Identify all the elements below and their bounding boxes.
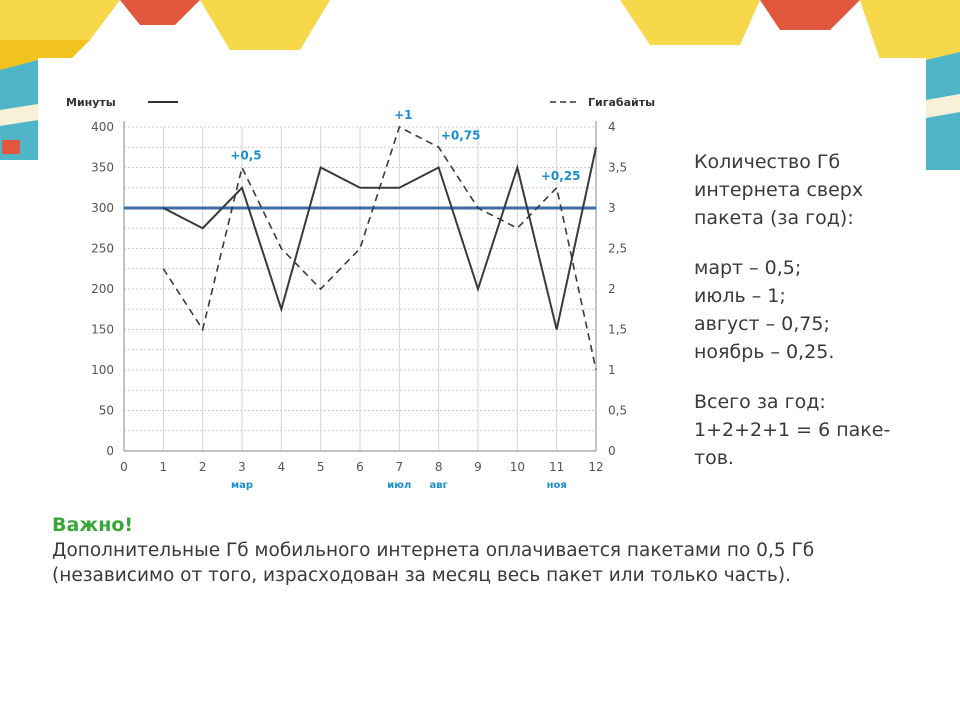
side-note-total-line: тов. [694,447,734,469]
annotation-label: +0,25 [540,168,581,183]
important-title: Важно! [52,514,134,536]
y-left-tick-label: 0 [106,444,114,458]
x-month-label: авг [429,480,448,491]
x-tick-label: 4 [277,460,286,474]
y-left-tick-label: 50 [98,403,114,418]
y-right-tick-label: 2,5 [608,241,628,256]
side-note-heading-line: Количество Гб [694,151,841,173]
series-line-minutes [163,147,596,329]
y-left-tick-label: 350 [91,160,114,175]
x-tick-label: 11 [549,460,565,474]
side-note-heading-line: пакета (за год): [694,207,854,229]
y-right-tick-label: 0 [608,444,616,458]
book-right-top [620,0,960,60]
y-right-tick-label: 4 [608,120,616,134]
x-tick-label: 6 [356,460,364,474]
important-note [52,514,932,588]
y-left-tick-label: 400 [91,120,114,134]
x-tick-label: 12 [588,460,604,474]
side-note-total [694,388,934,472]
x-tick-label: 8 [434,460,443,474]
x-month-label: ноя [546,480,567,491]
x-tick-label: 9 [474,460,482,474]
y-right-tick-label: 1 [608,363,616,377]
side-note-month-line: март – 0,5; [694,257,802,279]
side-note [694,148,934,494]
y-left-tick-label: 250 [91,241,114,256]
y-right-tick-label: 3 [608,201,616,215]
x-tick-label: 7 [395,460,404,474]
side-note-heading-line: интернета сверх [694,179,864,201]
x-tick-label: 1 [159,460,168,474]
y-left-tick-label: 150 [91,322,114,337]
x-month-label: мар [230,480,254,491]
x-tick-label: 10 [509,460,525,474]
x-month-label: июл [387,480,412,491]
side-note-month-line: август – 0,75; [694,313,830,335]
x-tick-label: 3 [238,460,246,474]
important-text-line: (независимо от того, израсходован за месяц весь пакет или только часть). [52,565,791,586]
x-tick-label: 0 [120,460,128,474]
bookmark-left [2,140,20,154]
y-right-tick-label: 2 [608,282,616,296]
book-left-red [120,0,330,50]
annotation-label: +1 [394,108,413,122]
side-note-heading [694,148,934,232]
important-text-line: Дополнительные Гб мобильного интернета оплачивается пакетами по 0,5 Гб [52,540,815,561]
side-note-months [694,254,934,366]
y-right-tick-label: 3,5 [608,160,628,175]
x-tick-label: 5 [316,460,325,474]
y-left-tick-label: 200 [91,282,114,296]
annotation-label: +0,75 [440,128,481,143]
side-note-total-line: Всего за год: [694,391,826,413]
side-note-total-line: 1+2+2+1 = 6 паке- [694,419,891,441]
y-right-tick-label: 0,5 [608,403,628,418]
y-left-tick-label: 100 [91,363,114,377]
legend-minutes-label: Минуты [66,96,116,109]
y-left-tick-label: 300 [91,201,114,215]
x-tick-label: 2 [198,460,207,474]
y-right-tick-label: 1,5 [608,322,628,337]
side-note-month-line: ноябрь – 0,25. [694,341,835,363]
legend-gigabytes-label: Гигабайты [588,96,656,109]
annotation-label: +0,5 [230,148,262,163]
side-note-month-line: июль – 1; [694,285,786,307]
